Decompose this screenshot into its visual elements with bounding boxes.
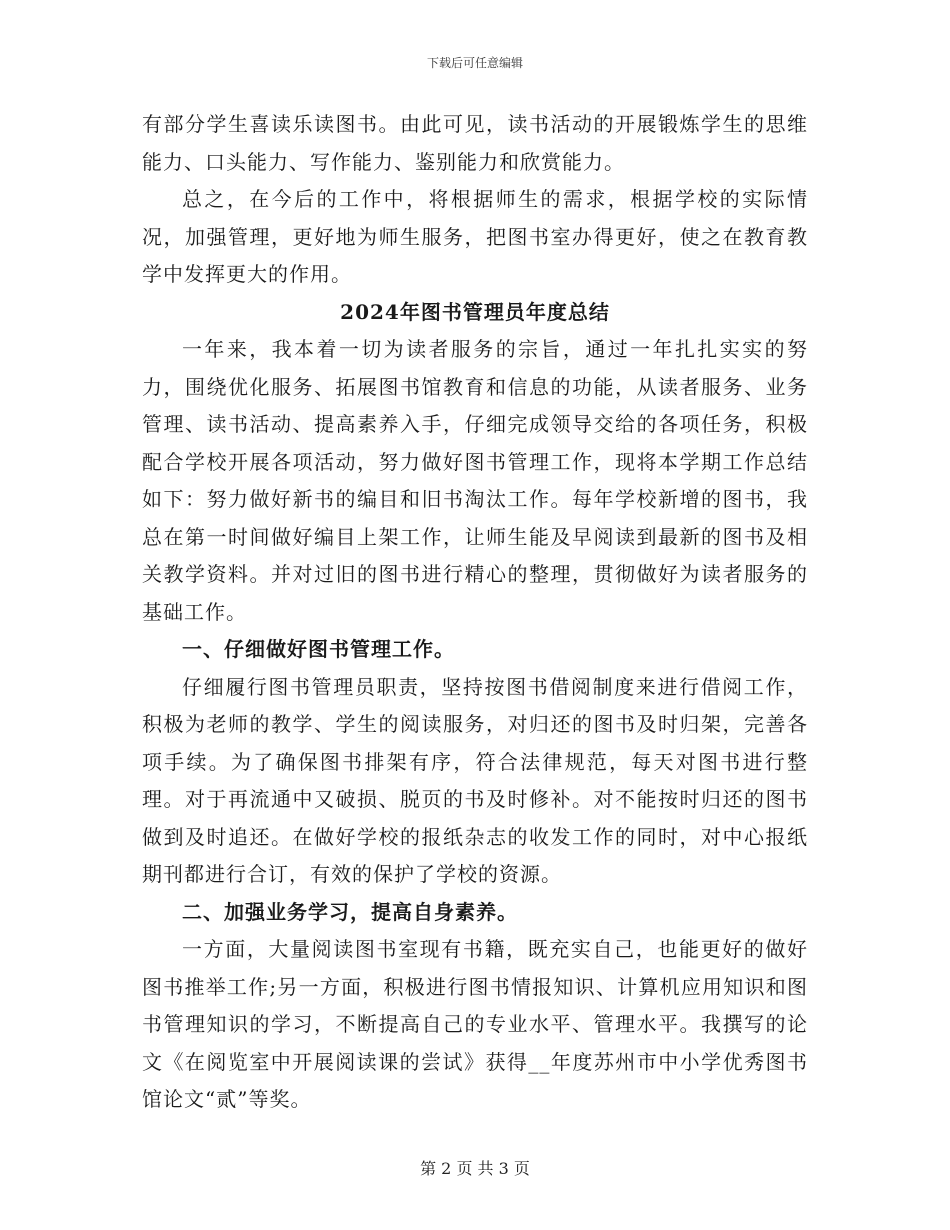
paragraph-1: 有部分学生喜读乐读图书。由此可见，读书活动的开展锻炼学生的思维能力、口头能力、写作能力、鉴别能力和欣赏能力。: [142, 112, 808, 174]
paragraph-5: 一方面，大量阅读图书室现有书籍，既充实自己，也能更好的做好图书推举工作;另一方面，积极进行图书情报知识、计算机应用知识和图书管理知识的学习，不断提高自己的专业水平、管理水平。我撰写的论文《在阅览室中开展阅读课的尝试》获得__年度苏州市中小学优秀图书馆论文“贰”等奖。: [142, 937, 808, 1111]
document-title: 2024年图书管理员年度总结: [340, 299, 610, 324]
document-body: [142, 106, 808, 1119]
paragraph-2: 总之，在今后的工作中，将根据师生的需求，根据学校的实际情况，加强管理，更好地为师生服务，把图书室办得更好，使之在教育教学中发挥更大的作用。: [142, 187, 808, 286]
paragraph-4: 仔细履行图书管理员职责，坚持按图书借阅制度来进行借阅工作，积极为老师的教学、学生的阅读服务，对归还的图书及时归架，完善各项手续。为了确保图书排架有序，符合法律规范，每天对图书进行整理。对于再流通中又破损、脱页的书及时修补。对不能按时归还的图书做到及时追还。在做好学校的报纸杂志的收发工作的同时，对中心报纸期刊都进行合订，有效的保护了学校的资源。: [142, 674, 808, 886]
page-header: 下载后可任意编辑: [426, 56, 523, 70]
paragraph-3: 一年来，我本着一切为读者服务的宗旨，通过一年扎扎实实的努力，围绕优化服务、拓展图书馆教育和信息的功能，从读者服务、业务管理、读书活动、提高素养入手，仔细完成领导交给的各项任务，积极配合学校开展各项活动，努力做好图书管理工作，现将本学期工作总结如下：努力做好新书的编目和旧书淘汰工作。每年学校新增的图书，我总在第一时间做好编目上架工作，让师生能及早阅读到最新的图书及相关教学资料。并对过旧的图书进行精心的整理，贯彻做好为读者服务的基础工作。: [142, 337, 808, 624]
section-heading-1: 一、仔细做好图书管理工作。: [182, 637, 455, 661]
page-footer: 第 2 页 共 3 页: [420, 1159, 530, 1178]
section-heading-2: 二、加强业务学习，提高自身素养。: [182, 899, 518, 924]
